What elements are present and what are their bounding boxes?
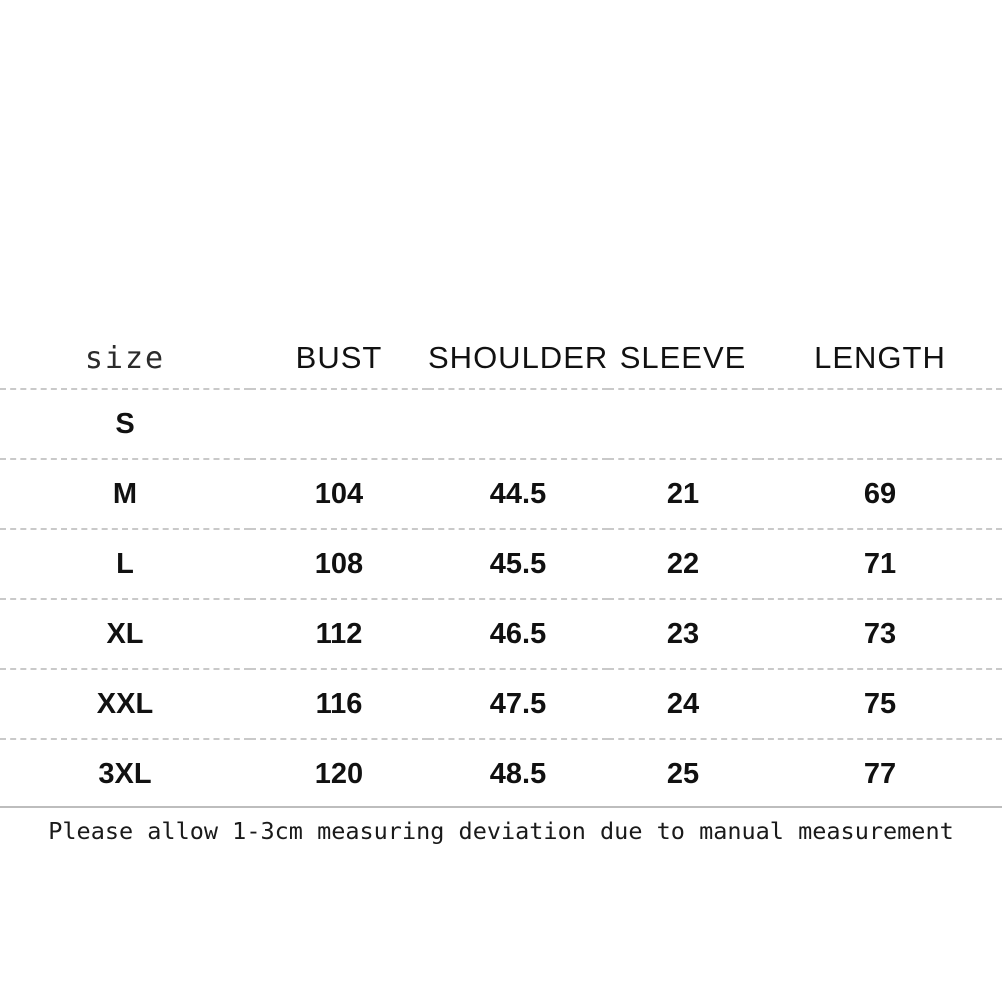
table-row (0, 459, 1002, 529)
cell-shoulder: 47.5 (489, 687, 547, 720)
cell-sleeve: 21 (666, 477, 700, 510)
cell-size: S (115, 407, 135, 440)
column-header-shoulder: SHOULDER (428, 340, 609, 375)
measurement-note (0, 806, 1002, 845)
cell-length: 77 (863, 757, 897, 790)
cell-length (758, 389, 1002, 459)
cell-size: L (116, 547, 134, 580)
cell-sleeve: 24 (666, 687, 700, 720)
cell-bust: 104 (314, 477, 364, 510)
cell-length: 75 (863, 687, 897, 720)
cell-sleeve (608, 389, 758, 459)
column-header-sleeve: SLEEVE (619, 340, 747, 375)
cell-shoulder (428, 389, 608, 459)
cell-shoulder: 48.5 (489, 757, 547, 790)
cell-bust (250, 389, 428, 459)
cell-sleeve: 23 (666, 617, 700, 650)
cell-bust: 120 (314, 757, 364, 790)
cell-shoulder: 44.5 (489, 477, 547, 510)
table-header-row (0, 340, 1002, 389)
cell-shoulder: 45.5 (489, 547, 547, 580)
measurement-note-text: Please allow 1-3cm measuring deviation due to manual measurement (48, 817, 954, 845)
size-chart (0, 340, 1002, 808)
cell-sleeve: 25 (666, 757, 700, 790)
table-row (0, 389, 1002, 459)
cell-length: 69 (863, 477, 897, 510)
table-row (0, 529, 1002, 599)
cell-size: XL (106, 617, 144, 650)
cell-size: 3XL (98, 757, 152, 790)
cell-size: XXL (96, 687, 154, 720)
cell-length: 73 (863, 617, 897, 650)
size-chart-table (0, 340, 1002, 808)
column-header-length: LENGTH (814, 340, 946, 375)
cell-bust: 116 (315, 687, 363, 720)
table-row (0, 599, 1002, 669)
cell-size: M (112, 477, 138, 510)
column-header-size: size (84, 341, 166, 376)
cell-sleeve: 22 (666, 547, 700, 580)
cell-bust: 112 (315, 617, 363, 650)
cell-bust: 108 (314, 547, 364, 580)
table-row (0, 669, 1002, 739)
column-header-bust: BUST (295, 340, 383, 375)
table-row (0, 739, 1002, 808)
cell-length: 71 (863, 547, 897, 580)
cell-shoulder: 46.5 (489, 617, 547, 650)
